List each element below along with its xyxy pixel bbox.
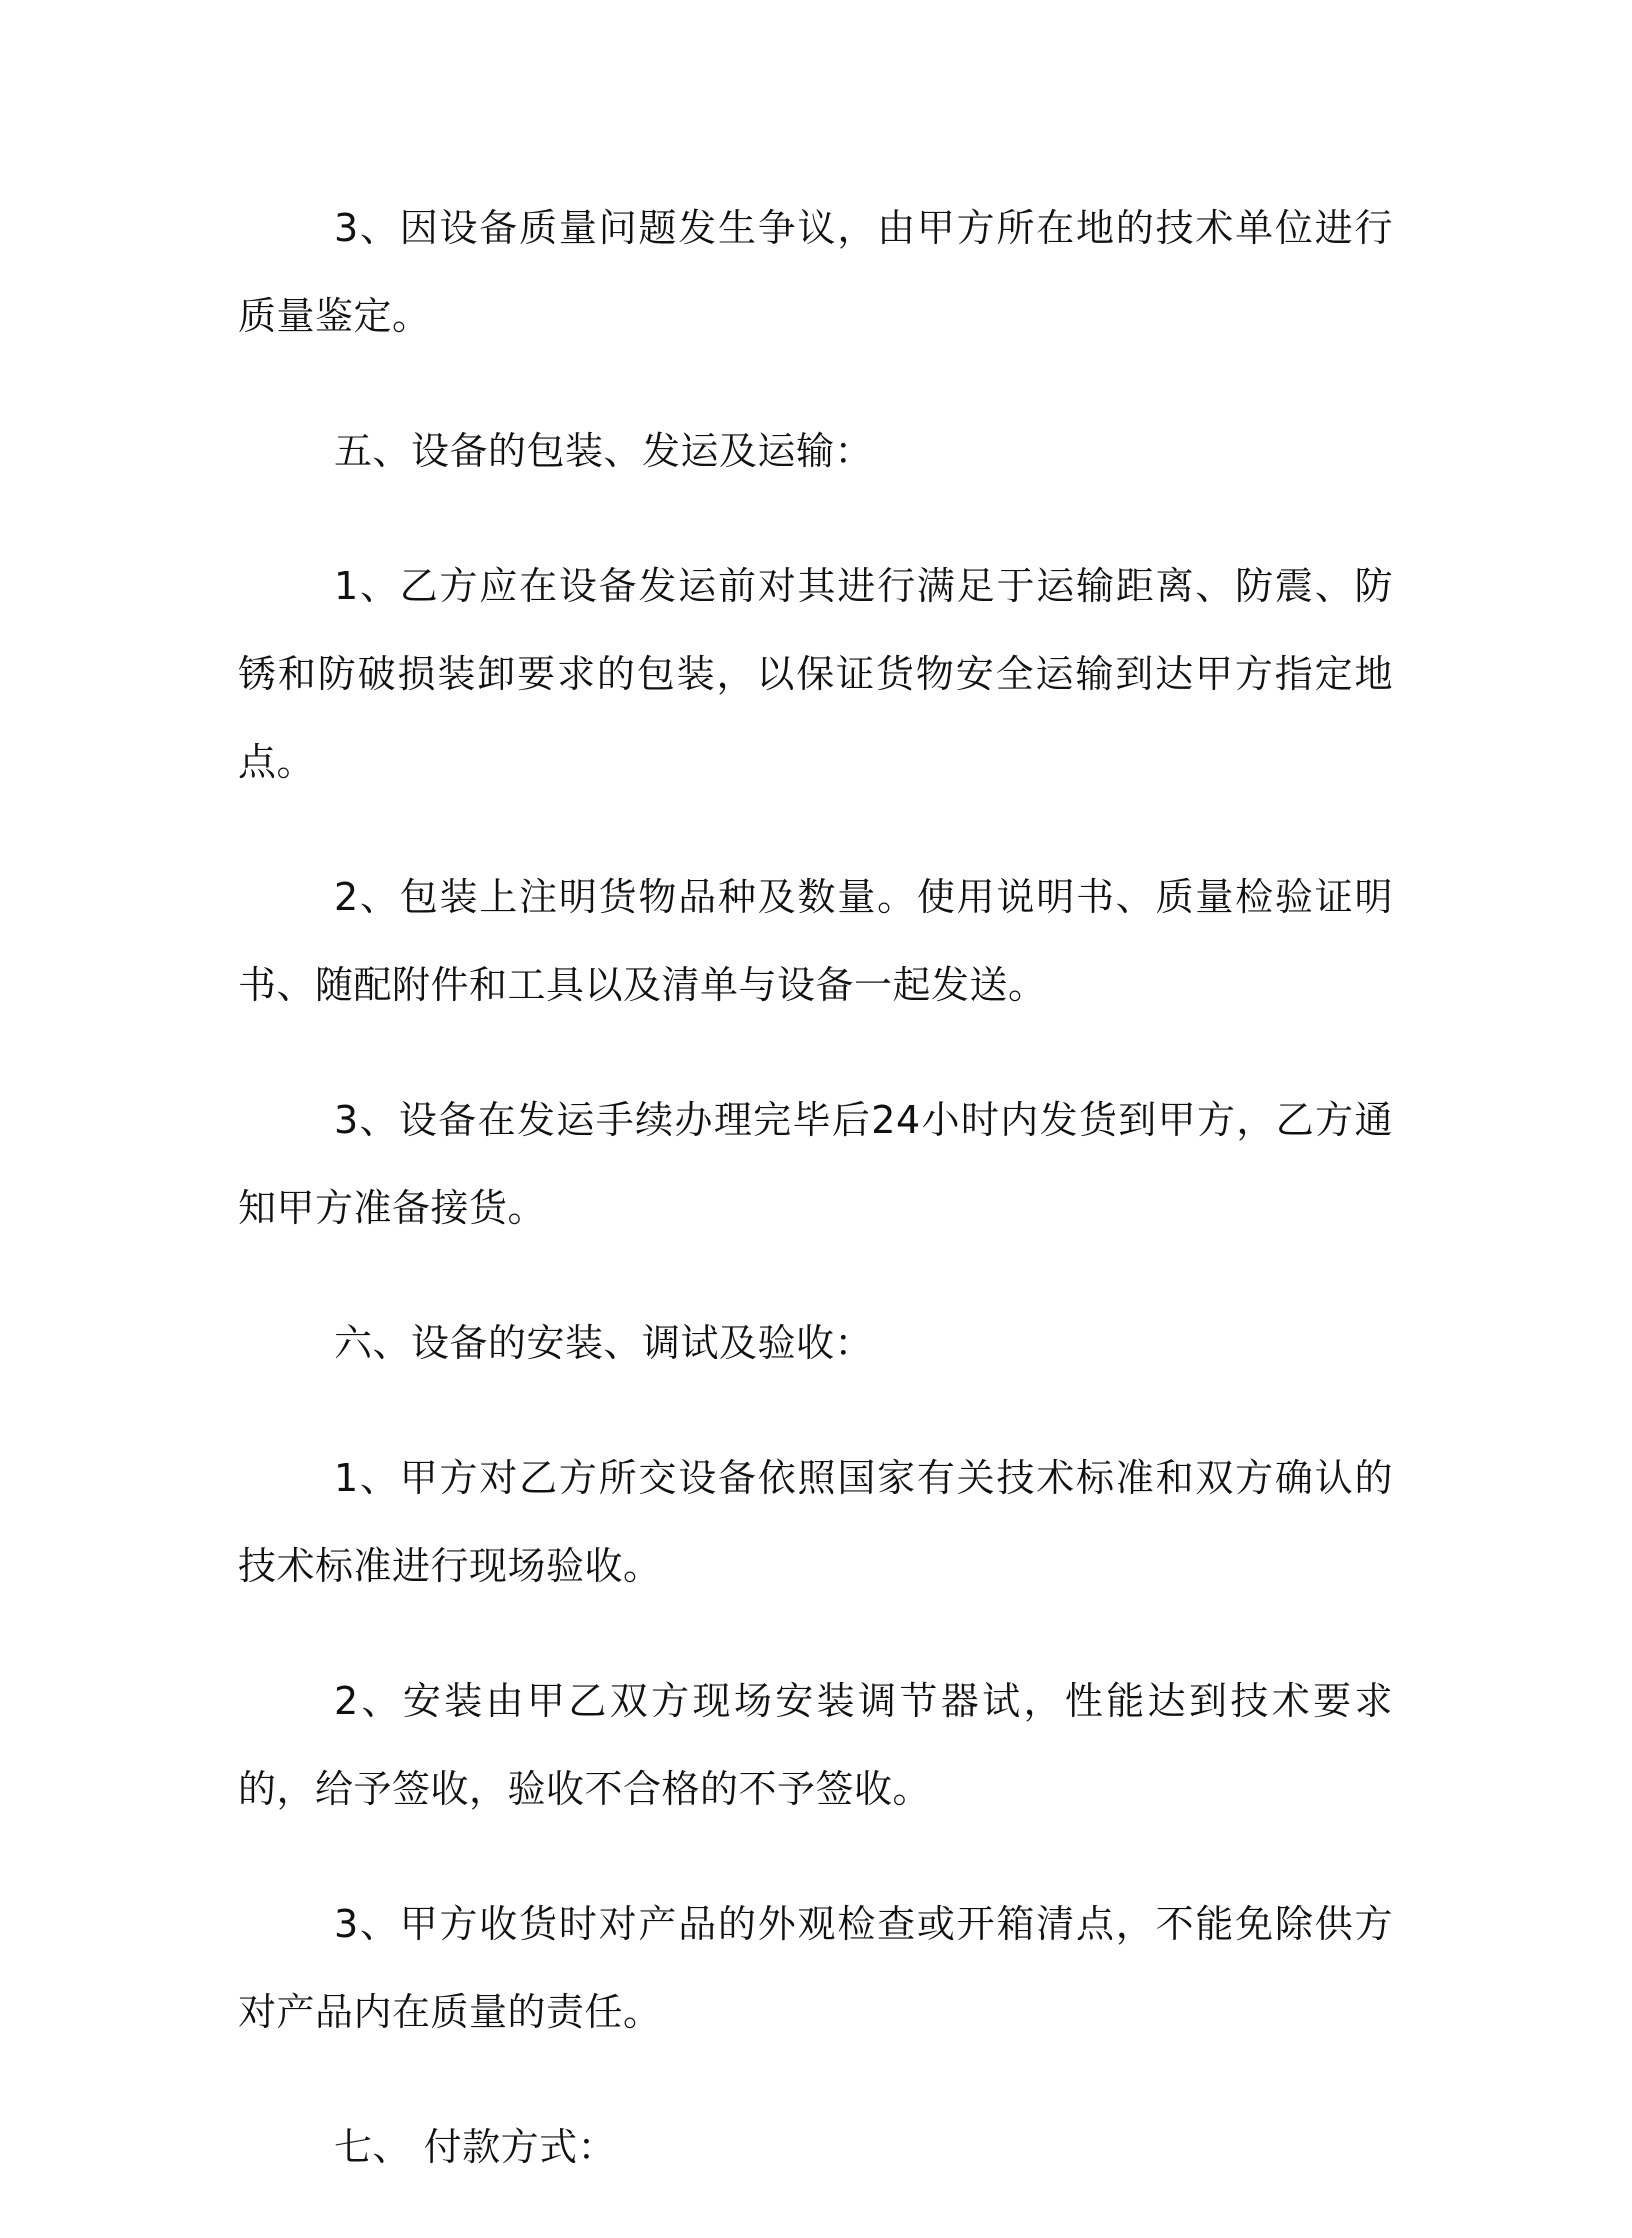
section-heading-installation: 六、设备的安装、调试及验收： <box>334 1321 874 1365</box>
clause-packaging-requirements: 1、乙方应在设备发运前对其进行满足于运输距离、防震、防锈和防破损装卸要求的包装，以保证货物安全运输到达甲方指定地点。 <box>238 564 1393 784</box>
clause-site-acceptance: 1、甲方对乙方所交设备依照国家有关技术标准和双方确认的技术标准进行现场验收。 <box>238 1456 1393 1588</box>
clause-shipping-notice: 3、设备在发运手续办理完毕后24小时内发货到甲方，乙方通知甲方准备接货。 <box>238 1098 1393 1230</box>
clause-inspection-liability: 3、甲方收货时对产品的外观检查或开箱清点，不能免除供方对产品内在质量的责任。 <box>238 1902 1393 2034</box>
section-heading-payment: 七、 付款方式： <box>334 2125 617 2169</box>
clause-installation-signoff: 2、安装由甲乙双方现场安装调节器试，性能达到技术要求的，给予签收，验收不合格的不予签收。 <box>238 1679 1393 1811</box>
document-body <box>238 184 1393 2238</box>
clause-packaging-labels: 2、包装上注明货物品种及数量。使用说明书、质量检验证明书、随配附件和工具以及清单与设备一起发送。 <box>238 875 1393 1007</box>
clause-quality-dispute: 3、因设备质量问题发生争议，由甲方所在地的技术单位进行质量鉴定。 <box>238 206 1393 338</box>
section-heading-packaging: 五、设备的包装、发运及运输： <box>334 429 874 473</box>
